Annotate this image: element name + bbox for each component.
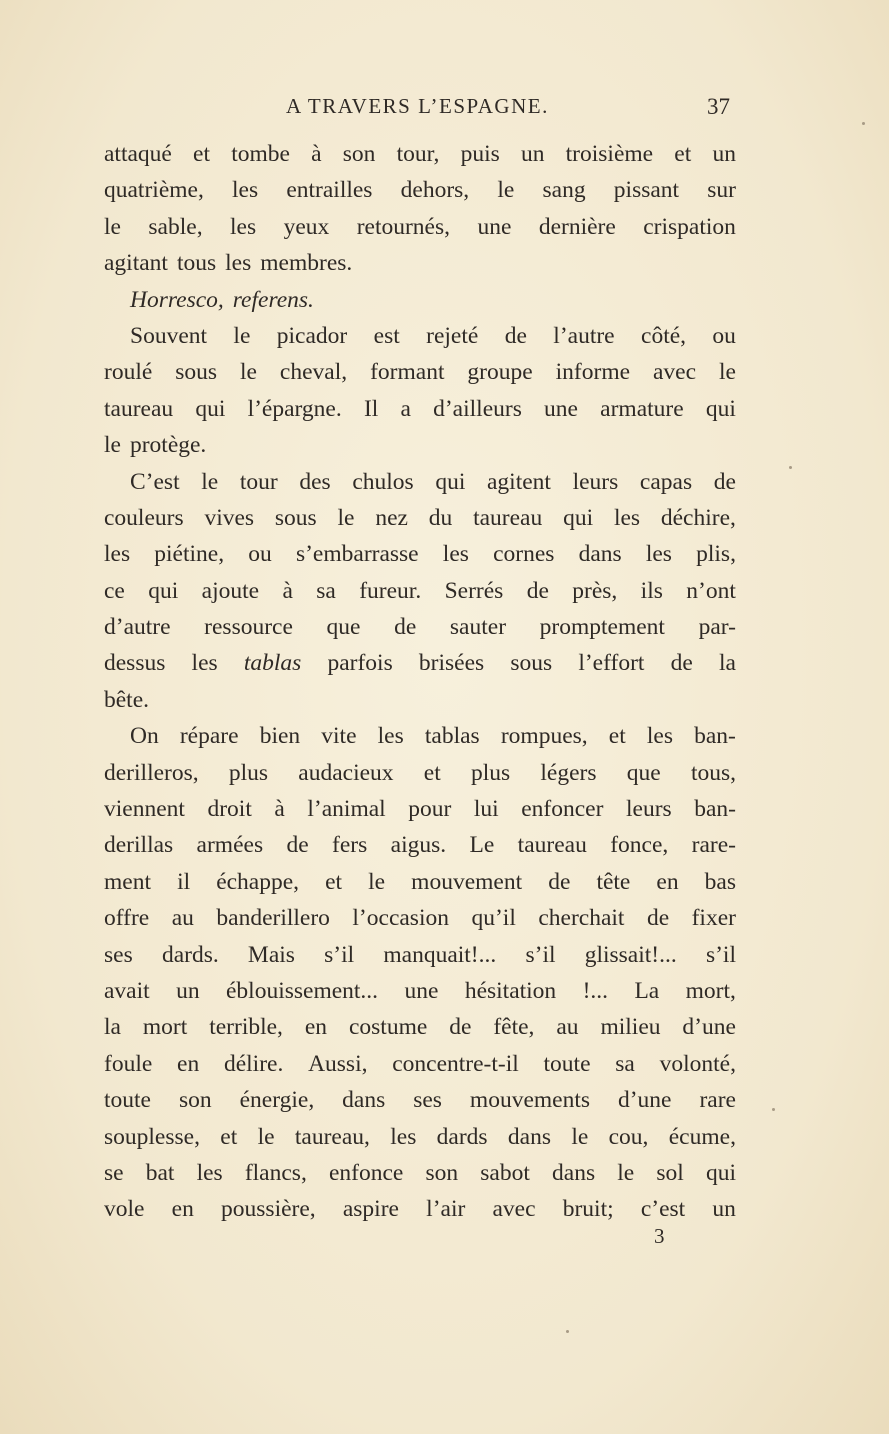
word: manquait!...	[383, 941, 497, 968]
word: attaqué	[104, 141, 172, 167]
word: un	[520, 141, 545, 167]
word: sang	[542, 177, 586, 204]
word: parfois	[327, 650, 393, 677]
word: des	[299, 468, 331, 495]
word: Le	[469, 832, 495, 859]
text-line	[104, 1046, 736, 1082]
word: d’une	[617, 1087, 672, 1114]
word: fixer	[691, 905, 736, 932]
word: est	[373, 322, 400, 349]
word: piétine,	[154, 541, 225, 568]
text-line	[104, 536, 736, 572]
word: ajoute	[201, 577, 260, 604]
word: le	[617, 1159, 635, 1186]
word: Souvent	[130, 322, 208, 349]
word: ou	[712, 322, 736, 349]
word: déchire,	[660, 504, 736, 531]
word: nez	[375, 504, 408, 531]
text-line	[104, 682, 736, 718]
word: un	[176, 977, 200, 1004]
word: leurs	[572, 468, 619, 495]
word: les	[646, 723, 673, 750]
word: pissant	[613, 177, 680, 204]
word: derillas	[104, 832, 174, 859]
text-line	[104, 609, 736, 645]
word: dans	[342, 1087, 386, 1114]
word: sous	[175, 359, 218, 386]
word: qui	[705, 1159, 736, 1186]
word: cherchait	[538, 905, 625, 932]
word: le	[718, 359, 736, 386]
word: !...	[582, 977, 609, 1004]
word: en	[177, 1050, 200, 1077]
word: sable,	[148, 213, 203, 240]
word: d’une	[682, 1014, 736, 1041]
word: le	[497, 177, 515, 204]
word: au	[171, 905, 194, 932]
text-line	[104, 791, 736, 827]
word: de	[713, 468, 736, 495]
word: énergie,	[239, 1087, 315, 1114]
word: de	[646, 905, 670, 932]
word: tous,	[690, 759, 736, 786]
word: c’est	[640, 1196, 686, 1223]
word: droit	[207, 796, 252, 823]
word: glissait!...	[584, 941, 677, 968]
word: picador	[276, 322, 348, 349]
word: groupe	[467, 359, 533, 386]
word: mort	[142, 1014, 188, 1041]
word: qui	[705, 395, 736, 422]
word: banderillero	[216, 905, 330, 932]
word: son	[178, 1087, 212, 1114]
word: tour	[239, 468, 278, 495]
word: le	[104, 432, 121, 459]
word: enfoncer	[521, 796, 604, 823]
word: le	[201, 468, 219, 495]
word: l’effort	[578, 650, 645, 677]
word: le	[233, 322, 251, 349]
word: fers	[332, 832, 368, 859]
text-line	[104, 1191, 736, 1227]
text-line	[104, 1082, 736, 1118]
word: les	[196, 1159, 223, 1186]
text-line	[104, 500, 736, 536]
word: à	[274, 796, 285, 823]
word: les	[390, 1123, 417, 1150]
word: les	[191, 650, 218, 677]
word: tête	[596, 868, 631, 895]
word: l’épargne.	[247, 395, 342, 422]
word: foule	[104, 1050, 153, 1077]
text-line	[104, 318, 736, 354]
word: en	[304, 1014, 328, 1041]
word: un	[712, 141, 736, 167]
word: à	[311, 141, 322, 167]
word: tour,	[396, 141, 440, 167]
word: taureau	[104, 395, 174, 422]
body-text	[104, 136, 736, 1228]
word: les	[442, 541, 469, 568]
word: dards.	[161, 941, 219, 968]
text-line	[104, 354, 736, 390]
word: un	[712, 1196, 736, 1223]
text-line	[104, 573, 736, 609]
word: troisième	[565, 141, 654, 167]
word: sa	[316, 577, 336, 604]
word: éblouissement...	[225, 977, 379, 1004]
text-line	[104, 209, 736, 245]
word: ment	[104, 868, 151, 895]
word: en	[656, 868, 679, 895]
word: l’animal	[307, 796, 386, 823]
word: de	[526, 577, 549, 604]
word: cou,	[608, 1123, 649, 1150]
word: son	[342, 141, 376, 167]
word: tous	[176, 250, 217, 277]
quotation-line	[104, 282, 736, 318]
word: que	[326, 614, 361, 641]
word: d’autre	[104, 614, 171, 641]
word: le	[571, 1123, 589, 1150]
word: ses	[413, 1087, 442, 1114]
word: près,	[572, 577, 618, 604]
word: à	[282, 577, 293, 604]
text-line	[104, 864, 736, 900]
word: se	[104, 1159, 124, 1186]
word: bruit;	[562, 1196, 614, 1223]
word: La	[634, 977, 660, 1004]
word: s’il	[705, 941, 736, 968]
word: bas	[704, 868, 736, 895]
word: il	[177, 868, 191, 895]
word: qui	[148, 577, 179, 604]
text-line	[104, 937, 736, 973]
word: armées	[196, 832, 264, 859]
word: qu’il	[471, 905, 516, 932]
word: qui	[563, 504, 594, 531]
word: et	[608, 723, 626, 750]
word: n’ont	[686, 577, 736, 604]
word: Mais	[247, 941, 295, 968]
word: plus	[228, 759, 269, 786]
text-line	[104, 718, 736, 754]
word: ban-	[694, 723, 736, 750]
word: bête.	[104, 686, 150, 713]
word: que	[626, 759, 661, 786]
word: répare	[179, 723, 239, 750]
word: enfonce	[328, 1159, 404, 1186]
word: d’ailleurs	[433, 395, 522, 422]
word: volonté,	[659, 1050, 736, 1077]
word: cornes	[493, 541, 555, 568]
word: bien	[259, 723, 301, 750]
paper-speck	[772, 1108, 775, 1111]
word: le	[240, 359, 257, 386]
text-line	[104, 1009, 736, 1045]
word: le	[368, 868, 386, 895]
word: puis	[460, 141, 500, 167]
word: sous	[510, 650, 553, 677]
signature-mark: 3	[654, 1224, 665, 1248]
word: milieu	[600, 1014, 661, 1041]
word: de	[394, 614, 417, 641]
word: par-	[698, 614, 736, 641]
word: de	[449, 1014, 472, 1041]
text-line	[104, 1155, 736, 1191]
word: une	[544, 395, 578, 422]
word: chulos	[352, 468, 414, 495]
word: de	[548, 868, 571, 895]
word: formant	[370, 359, 445, 386]
word: promptement	[539, 614, 665, 641]
word: cheval,	[279, 359, 348, 386]
word: sa	[615, 1050, 635, 1077]
word: dernière	[538, 213, 616, 240]
word: côté,	[641, 322, 687, 349]
word: sabot	[480, 1159, 530, 1186]
word: une	[404, 977, 439, 1004]
word: Horresco,	[130, 286, 224, 313]
text-line	[104, 645, 736, 681]
text-line	[104, 427, 736, 463]
word: quatrième,	[104, 177, 204, 204]
word-italic: tablas	[243, 650, 302, 677]
word: Aussi,	[308, 1050, 368, 1077]
word: tombe	[231, 141, 290, 167]
word: capas	[639, 468, 693, 495]
word: leurs	[625, 796, 672, 823]
word: dehors,	[400, 177, 470, 204]
word: viennent	[104, 796, 185, 823]
word: brisées	[418, 650, 485, 677]
word: informe	[555, 359, 631, 386]
word: concentre-t-il	[392, 1050, 519, 1077]
word: flancs,	[244, 1159, 307, 1186]
word: lui	[473, 796, 499, 823]
word: ou	[248, 541, 272, 568]
word: les	[377, 723, 404, 750]
text-line	[104, 136, 736, 172]
word: vole	[104, 1196, 145, 1223]
word: de	[504, 322, 527, 349]
word: rare	[699, 1087, 736, 1114]
word: mouvement	[411, 868, 523, 895]
word: dans	[578, 541, 622, 568]
word: le	[337, 504, 355, 531]
word: de	[286, 832, 309, 859]
word: qui	[195, 395, 226, 422]
word: tablas	[424, 723, 480, 750]
word: avait	[104, 977, 150, 1004]
word: crispation	[643, 213, 736, 240]
word: et	[423, 759, 441, 786]
word: derilleros,	[104, 759, 199, 786]
word: les	[613, 504, 641, 531]
word: qui	[435, 468, 466, 495]
word: l’occasion	[352, 905, 449, 932]
word: aigus.	[390, 832, 447, 859]
text-line	[104, 1119, 736, 1155]
word: audacieux	[298, 759, 394, 786]
word: sur	[707, 177, 736, 204]
word: les	[225, 250, 252, 277]
word: taureau,	[294, 1123, 370, 1150]
word: légers	[540, 759, 597, 786]
word: s’embarrasse	[295, 541, 419, 568]
word: une	[477, 213, 512, 240]
word: membres.	[260, 250, 353, 277]
page-number: 37	[707, 94, 730, 119]
word: mort,	[685, 977, 736, 1004]
word: toute	[104, 1087, 151, 1114]
word: fureur.	[359, 577, 422, 604]
word: protège.	[129, 432, 207, 459]
word: au	[556, 1014, 579, 1041]
word: toute	[543, 1050, 591, 1077]
text-line	[104, 827, 736, 863]
word: dans	[507, 1123, 551, 1150]
word: et	[193, 141, 211, 167]
text-line	[104, 245, 736, 281]
word: dessus	[104, 650, 166, 677]
word: C’est	[130, 468, 180, 495]
word: aspire	[342, 1196, 399, 1223]
word: le	[104, 213, 121, 240]
word: ressource	[204, 614, 293, 641]
word: entrailles	[286, 177, 373, 204]
text-line	[104, 172, 736, 208]
word: armature	[600, 395, 684, 422]
word: dards	[436, 1123, 488, 1150]
running-title: A TRAVERS L’ESPAGNE.	[286, 94, 549, 118]
text-line	[104, 391, 736, 427]
word: hésitation	[464, 977, 557, 1004]
word: vite	[321, 723, 357, 750]
word: avec	[492, 1196, 536, 1223]
text-line	[104, 900, 736, 936]
word: souplesse,	[104, 1123, 200, 1150]
word: fonce,	[610, 832, 669, 859]
word: Serrés	[444, 577, 504, 604]
word: terrible,	[209, 1014, 283, 1041]
word: du	[428, 504, 453, 531]
word: les	[645, 541, 672, 568]
word: l’air	[426, 1196, 466, 1223]
word: son	[425, 1159, 459, 1186]
word: sol	[656, 1159, 684, 1186]
paper-speck	[789, 466, 792, 469]
paper-speck	[566, 1330, 569, 1333]
word: de	[670, 650, 693, 677]
word: couleurs	[104, 504, 184, 531]
word: sous	[274, 504, 317, 531]
word: rejeté	[426, 322, 479, 349]
word: ban-	[694, 796, 736, 823]
word: les	[232, 177, 259, 204]
word: poussière,	[221, 1196, 316, 1223]
word: et	[220, 1123, 238, 1150]
text-line	[104, 755, 736, 791]
word: la	[104, 1014, 121, 1041]
word: Il	[363, 395, 379, 422]
word: ses	[104, 941, 133, 968]
word: bat	[145, 1159, 175, 1186]
word: avec	[652, 359, 697, 386]
word: et	[674, 141, 692, 167]
word: a	[400, 395, 411, 422]
word: s’il	[324, 941, 355, 968]
word: vives	[204, 504, 255, 531]
word: offre	[104, 905, 150, 932]
word: le	[257, 1123, 275, 1150]
word: la	[718, 650, 736, 677]
paper-speck	[862, 122, 865, 125]
word: plus	[470, 759, 511, 786]
word: retournés,	[356, 213, 450, 240]
word: fête,	[493, 1014, 535, 1041]
word: pour	[408, 796, 452, 823]
running-head	[100, 94, 736, 124]
word: roulé	[104, 359, 153, 386]
word: l’autre	[553, 322, 615, 349]
word: en	[171, 1196, 194, 1223]
word: rare-	[691, 832, 736, 859]
word: échappe,	[216, 868, 300, 895]
word: yeux	[283, 213, 330, 240]
word: les	[230, 213, 257, 240]
word: referens.	[232, 286, 314, 313]
word: les	[104, 541, 131, 568]
word: mouvements	[469, 1087, 591, 1114]
word: et	[325, 868, 343, 895]
word: ils	[640, 577, 663, 604]
word: agitent	[487, 468, 551, 495]
word: dans	[552, 1159, 596, 1186]
word: ce	[104, 577, 125, 604]
word: délire.	[223, 1050, 284, 1077]
word: écume,	[668, 1123, 736, 1150]
word: s’il	[525, 941, 556, 968]
word: agitant	[104, 250, 168, 277]
word: plis,	[696, 541, 736, 568]
word: sauter	[449, 614, 507, 641]
text-line	[104, 973, 736, 1009]
word: taureau	[517, 832, 587, 859]
text-line	[104, 464, 736, 500]
word: On	[130, 723, 159, 750]
word: costume	[348, 1014, 428, 1041]
word: rompues,	[500, 723, 588, 750]
word: taureau	[473, 504, 543, 531]
